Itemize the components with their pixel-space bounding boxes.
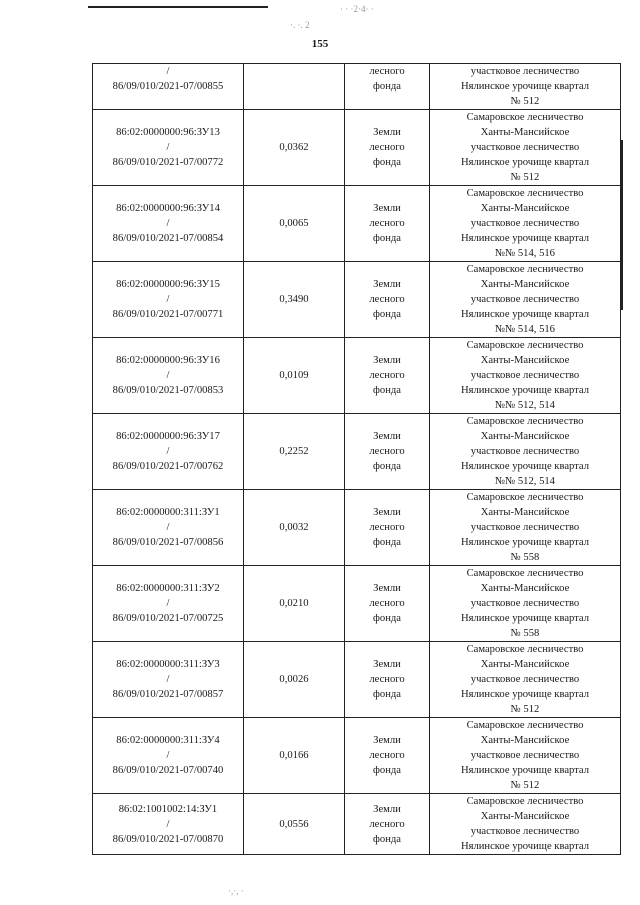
cadastral-number: 86:02:0000000:96:ЗУ17	[116, 431, 220, 442]
land-category-line: фонда	[373, 765, 401, 776]
area-cell: 0,0065	[244, 186, 345, 262]
location-line: Самаровское лесничество	[466, 112, 584, 123]
location-line: Ханты-Мансийское	[480, 811, 570, 822]
area-cell: 0,0032	[244, 490, 345, 566]
location-line: Нялинское урочище квартал	[460, 81, 590, 92]
location-cell	[430, 490, 621, 566]
location-line: № 558	[510, 628, 540, 639]
area-cell: 0,0109	[244, 338, 345, 414]
location-line: Нялинское урочище квартал	[460, 765, 590, 776]
table-row	[93, 490, 621, 566]
cadastral-number-cell	[93, 794, 244, 855]
registration-number: 86/09/010/2021-07/00857	[112, 689, 224, 700]
location-line: Самаровское лесничество	[466, 416, 584, 427]
land-category-line: лесного	[369, 598, 405, 609]
separator-slash: /	[166, 66, 170, 77]
location-line: Самаровское лесничество	[466, 644, 584, 655]
location-cell	[430, 718, 621, 794]
registration-number: 86/09/010/2021-07/00762	[112, 461, 224, 472]
location-line: № 512	[510, 172, 540, 183]
land-category-cell	[345, 794, 430, 855]
location-line: Нялинское урочище квартал	[460, 537, 590, 548]
location-line: Ханты-Мансийское	[480, 659, 570, 670]
land-category-line: фонда	[373, 81, 401, 92]
land-category-line: Земли	[373, 431, 401, 442]
location-line: № 512	[510, 780, 540, 791]
cadastral-number-cell	[93, 566, 244, 642]
land-category-cell	[345, 566, 430, 642]
location-line: Нялинское урочище квартал	[460, 309, 590, 320]
location-line: № 512	[510, 96, 540, 107]
separator-slash: /	[166, 674, 170, 685]
location-line: Ханты-Мансийское	[480, 279, 570, 290]
cadastral-number-cell	[93, 64, 244, 110]
header-mark: ·. ·. 2	[290, 20, 310, 30]
location-line: Самаровское лесничество	[466, 340, 584, 351]
location-line: №№ 512, 514	[495, 476, 555, 487]
location-cell	[430, 794, 621, 855]
land-category-cell	[345, 718, 430, 794]
location-cell	[430, 110, 621, 186]
land-category-line: фонда	[373, 157, 401, 168]
location-line: Нялинское урочище квартал	[460, 841, 590, 852]
land-category-cell	[345, 186, 430, 262]
table-row	[93, 186, 621, 262]
separator-slash: /	[166, 142, 170, 153]
location-line: Самаровское лесничество	[466, 188, 584, 199]
registration-number: 86/09/010/2021-07/00854	[112, 233, 224, 244]
land-category-line: Земли	[373, 803, 401, 815]
location-line: Ханты-Мансийское	[480, 431, 570, 442]
location-cell	[430, 566, 621, 642]
location-cell	[430, 262, 621, 338]
location-cell	[430, 642, 621, 718]
separator-slash: /	[166, 522, 170, 533]
location-line: Нялинское урочище квартал	[460, 689, 590, 700]
location-line: Ханты-Мансийское	[480, 507, 570, 518]
location-line: участковое лесничество	[470, 218, 580, 229]
area-cell: 0,3490	[244, 262, 345, 338]
area-cell: 0,0166	[244, 718, 345, 794]
location-line: №№ 514, 516	[495, 248, 555, 259]
separator-slash: /	[166, 294, 170, 305]
land-category-cell	[345, 64, 430, 110]
land-category-line: фонда	[373, 537, 401, 548]
separator-slash: /	[166, 598, 170, 609]
land-category-line: лесного	[369, 142, 405, 153]
location-cell	[430, 338, 621, 414]
location-line: Ханты-Мансийское	[480, 583, 570, 594]
land-category-line: фонда	[373, 385, 401, 396]
location-line: Самаровское лесничество	[466, 796, 584, 807]
cadastral-number: 86:02:0000000:96:ЗУ13	[116, 127, 220, 138]
land-category-cell	[345, 490, 430, 566]
land-category-cell	[345, 414, 430, 490]
cadastral-number-cell	[93, 414, 244, 490]
land-category-cell	[345, 110, 430, 186]
page-number: 155	[311, 38, 329, 50]
location-line: № 512	[510, 704, 540, 715]
land-category-line: фонда	[373, 461, 401, 472]
table-row	[93, 110, 621, 186]
land-category-line: лесного	[369, 66, 405, 77]
land-category-line: Земли	[373, 203, 401, 214]
location-line: Самаровское лесничество	[466, 568, 584, 579]
location-line: Нялинское урочище квартал	[460, 233, 590, 244]
location-line: Самаровское лесничество	[466, 492, 584, 503]
cadastral-number-cell	[93, 338, 244, 414]
land-category-line: лесного	[369, 446, 405, 457]
table-row	[93, 262, 621, 338]
area-cell: 0,2252	[244, 414, 345, 490]
location-line: Нялинское урочище квартал	[460, 385, 590, 396]
separator-slash: /	[166, 446, 170, 457]
cadastral-number: 86:02:0000000:96:ЗУ16	[116, 355, 220, 366]
cadastral-number-cell	[93, 642, 244, 718]
location-line: участковое лесничество	[470, 66, 580, 77]
land-category-line: лесного	[369, 818, 405, 830]
land-category-cell	[345, 642, 430, 718]
cadastral-number-cell	[93, 262, 244, 338]
location-line: участковое лесничество	[470, 446, 580, 457]
registration-number: 86/09/010/2021-07/00771	[112, 309, 224, 320]
registration-number: 86/09/010/2021-07/00856	[112, 537, 224, 548]
registration-number: 86/09/010/2021-07/00853	[112, 385, 224, 396]
location-cell	[430, 414, 621, 490]
land-category-line: лесного	[369, 522, 405, 533]
table-row	[93, 566, 621, 642]
table-row	[93, 64, 621, 110]
location-line: Ханты-Мансийское	[480, 355, 570, 366]
location-line: Ханты-Мансийское	[480, 203, 570, 214]
table-row	[93, 414, 621, 490]
cadastral-number-cell	[93, 718, 244, 794]
land-category-line: Земли	[373, 355, 401, 366]
location-line: Нялинское урочище квартал	[460, 613, 590, 624]
table-row	[93, 338, 621, 414]
table-row	[93, 718, 621, 794]
separator-slash: /	[166, 370, 170, 381]
header-mark: · · ·2·4· ·	[340, 4, 374, 14]
land-category-line: фонда	[373, 689, 401, 700]
area-cell: 0,0210	[244, 566, 345, 642]
location-cell	[430, 64, 621, 110]
table-row	[93, 794, 621, 855]
registration-number: 86/09/010/2021-07/00855	[112, 81, 224, 92]
cadastral-number-cell	[93, 490, 244, 566]
location-line: Самаровское лесничество	[466, 264, 584, 275]
area-cell: 0,0556	[244, 794, 345, 855]
land-category-line: лесного	[369, 674, 405, 685]
land-category-line: фонда	[373, 233, 401, 244]
location-line: Самаровское лесничество	[466, 720, 584, 731]
separator-slash: /	[166, 218, 170, 229]
location-line: Нялинское урочище квартал	[460, 157, 590, 168]
land-category-line: лесного	[369, 294, 405, 305]
cadastral-number-cell	[93, 186, 244, 262]
location-line: №№ 514, 516	[495, 324, 555, 335]
cadastral-number: 86:02:0000000:311:ЗУ2	[116, 583, 220, 594]
location-line: участковое лесничество	[470, 826, 580, 837]
location-cell	[430, 186, 621, 262]
location-line: участковое лесничество	[470, 522, 580, 533]
land-category-line: лесного	[369, 750, 405, 761]
location-line: участковое лесничество	[470, 142, 580, 153]
cadastral-number: 86:02:0000000:96:ЗУ14	[116, 203, 220, 214]
location-line: участковое лесничество	[470, 370, 580, 381]
location-line: № 558	[510, 552, 540, 563]
location-line: участковое лесничество	[470, 674, 580, 685]
land-category-line: фонда	[373, 309, 401, 320]
separator-slash: /	[166, 750, 170, 761]
location-line: участковое лесничество	[470, 294, 580, 305]
land-category-line: фонда	[373, 613, 401, 624]
cadastral-number: 86:02:0000000:311:ЗУ1	[116, 507, 220, 518]
location-line: участковое лесничество	[470, 598, 580, 609]
land-category-line: лесного	[369, 370, 405, 381]
table-row	[93, 642, 621, 718]
registration-number: 86/09/010/2021-07/00870	[112, 833, 224, 845]
land-category-line: Земли	[373, 127, 401, 138]
land-category-line: Земли	[373, 279, 401, 290]
land-category-line: фонда	[373, 833, 401, 845]
land-category-cell	[345, 262, 430, 338]
cadastral-number: 86:02:0000000:311:ЗУ3	[116, 659, 220, 670]
scan-artifact-line	[88, 6, 268, 8]
land-category-line: Земли	[373, 507, 401, 518]
cadastral-number-cell	[93, 110, 244, 186]
land-category-line: Земли	[373, 659, 401, 670]
location-line: №№ 512, 514	[495, 400, 555, 411]
location-line: Ханты-Мансийское	[480, 735, 570, 746]
land-category-line: лесного	[369, 218, 405, 229]
registration-number: 86/09/010/2021-07/00725	[112, 613, 224, 624]
land-category-line: Земли	[373, 583, 401, 594]
area-cell: 0,0362	[244, 110, 345, 186]
cadastral-number: 86:02:1001002:14:ЗУ1	[118, 803, 218, 815]
location-line: Ханты-Мансийское	[480, 127, 570, 138]
location-line: Нялинское урочище квартал	[460, 461, 590, 472]
separator-slash: /	[166, 818, 170, 830]
area-cell: 0,0026	[244, 642, 345, 718]
land-category-cell	[345, 338, 430, 414]
area-cell	[244, 64, 345, 110]
registration-number: 86/09/010/2021-07/00772	[112, 157, 224, 168]
location-line: участковое лесничество	[470, 750, 580, 761]
cadastral-number: 86:02:0000000:311:ЗУ4	[116, 735, 220, 746]
registration-number: 86/09/010/2021-07/00740	[112, 765, 224, 776]
land-category-line: Земли	[373, 735, 401, 746]
footer-mark: ·,·, ·	[228, 886, 244, 896]
cadastral-number: 86:02:0000000:96:ЗУ15	[116, 279, 220, 290]
land-plots-table	[92, 63, 621, 855]
